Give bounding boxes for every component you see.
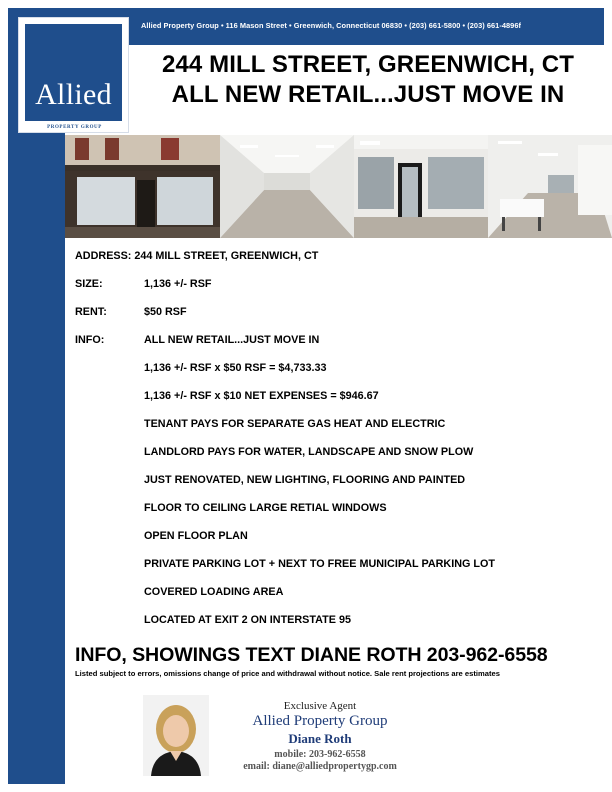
info-bullet: JUST RENOVATED, NEW LIGHTING, FLOORING AND PAINTED (144, 474, 466, 486)
info-bullet: LOCATED AT EXIT 2 ON INTERSTATE 95 (144, 614, 351, 626)
info-bullet: OPEN FLOOR PLAN (144, 530, 248, 542)
size-label: SIZE: (75, 278, 103, 290)
info-bullet: 1,136 +/- RSF x $50 RSF = $4,733.33 (144, 362, 327, 374)
photo-empty-interior (220, 135, 354, 238)
info-value: ALL NEW RETAIL...JUST MOVE IN (144, 334, 320, 346)
agent-company: Allied Property Group (252, 713, 388, 729)
company-contact-line: Allied Property Group • 116 Mason Street • Greenwich, Connecticut 06830 • (203) 661-5800 • (203) 661-4896f (141, 21, 521, 30)
size-value: 1,136 +/- RSF (144, 278, 212, 290)
info-bullet: TENANT PAYS FOR SEPARATE GAS HEAT AND ELECTRIC (144, 418, 446, 430)
photo-interior-table (488, 135, 612, 238)
headline-address: 244 MILL STREET, GREENWICH, CT (162, 51, 574, 78)
info-bullet: LANDLORD PAYS FOR WATER, LANDSCAPE AND SNOW PLOW (144, 446, 474, 458)
photo-strip (65, 135, 612, 238)
agent-title: Exclusive Agent (283, 700, 357, 712)
address-row (75, 250, 318, 262)
headline-tagline: ALL NEW RETAIL...JUST MOVE IN (171, 81, 565, 108)
rent-value: $50 RSF (144, 306, 187, 318)
agent-photo (143, 695, 209, 776)
disclaimer: Listed subject to errors, omissions change of price and withdrawal without notice. Sale rent projections are estimates (75, 669, 500, 678)
address-label: ADDRESS: (75, 250, 132, 262)
info-bullet: 1,136 +/- RSF x $10 NET EXPENSES = $946.67 (144, 390, 379, 402)
agent-email: email: diane@alliedpropertygp.com (243, 761, 397, 772)
rent-label: RENT: (75, 306, 107, 318)
agent-contact-card (220, 700, 420, 772)
logo-subtitle: PROPERTY GROUP (47, 125, 102, 130)
info-bullet: PRIVATE PARKING LOT + NEXT TO FREE MUNICIPAL PARKING LOT (144, 558, 496, 570)
photo-front-windows (354, 135, 488, 238)
info-bullet: COVERED LOADING AREA (144, 586, 284, 598)
agent-name: Diane Roth (288, 731, 352, 746)
logo-mark (25, 24, 122, 121)
info-bullet: FLOOR TO CEILING LARGE RETIAL WINDOWS (144, 502, 387, 514)
showings-call-to-action: INFO, SHOWINGS TEXT DIANE ROTH 203-962-6558 (75, 644, 548, 666)
info-label: INFO: (75, 334, 105, 346)
allied-logo (18, 17, 129, 133)
address-value: 244 MILL STREET, GREENWICH, CT (134, 250, 319, 262)
logo-word: Allied (35, 78, 112, 111)
photo-storefront-exterior (65, 135, 220, 238)
agent-mobile: mobile: 203-962-6558 (274, 749, 366, 760)
